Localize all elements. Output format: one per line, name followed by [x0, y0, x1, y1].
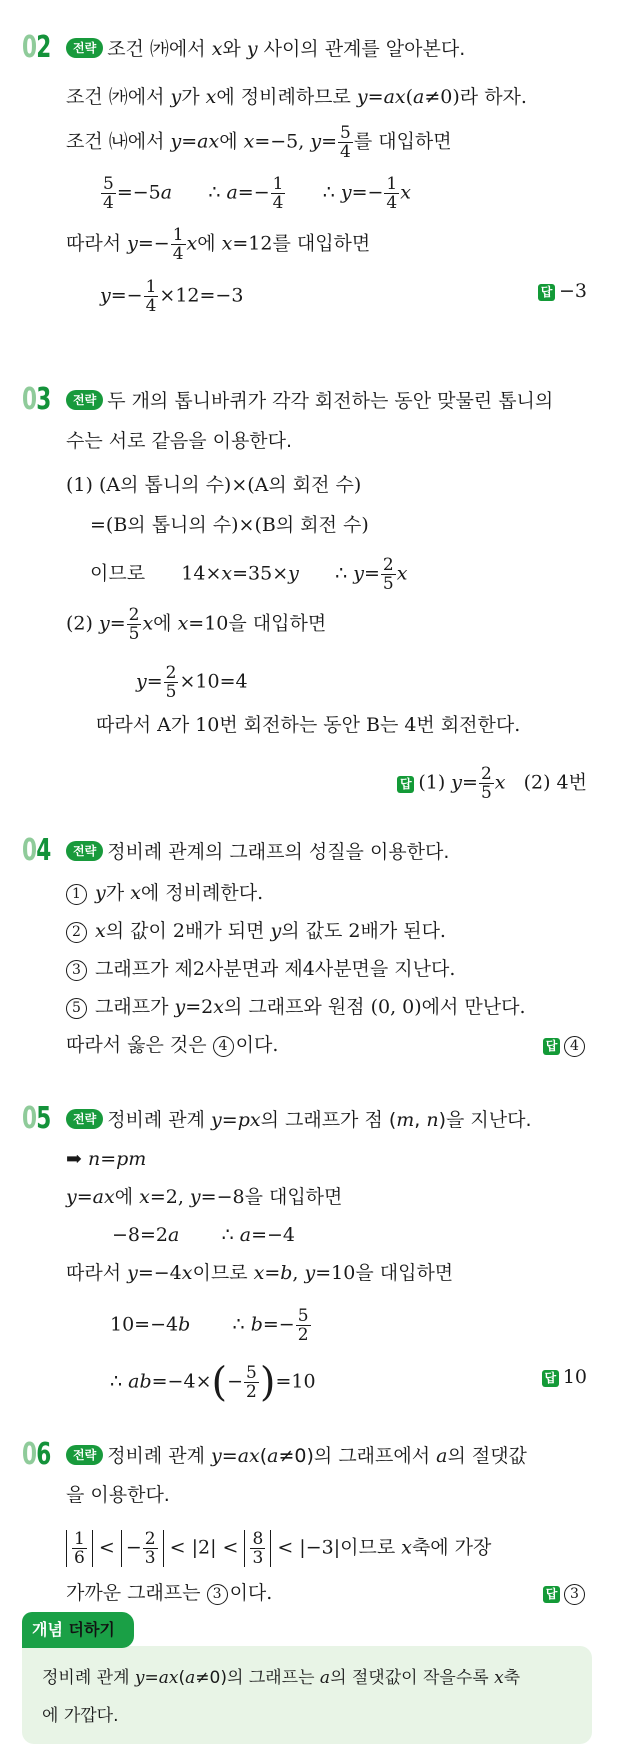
concept-text-cont: 에 가깝다. [42, 1706, 119, 1726]
answer-05: 답 10 [542, 1364, 587, 1390]
solution-line: y= $\frac{2}{5}$ ×10=4 [136, 663, 248, 702]
concept-box [22, 1646, 592, 1744]
solution-line: 조건 ㈎에서 y가 x에 정비례하므로 y=ax(a≠0)라 하자. [66, 86, 527, 108]
solution-line: 따라서 y=−4x이므로 x=b, y=10을 대입하면 [66, 1262, 454, 1284]
strategy-tag: 전략 [66, 1445, 103, 1465]
problem-number-04: 04 [22, 833, 51, 868]
answer-icon: 답 [543, 1586, 560, 1603]
solution-line: 3 그래프가 제2사분면과 제4사분면을 지난다. [66, 956, 455, 982]
answer-icon: 답 [542, 1370, 559, 1387]
solution-line: ∴ ab=−4×(− $\frac{5}{2}$ )=10 [110, 1359, 316, 1406]
answer-06: 답 3 [543, 1580, 587, 1606]
strategy-06: 전략 정비례 관계 y=ax(a≠0)의 그래프에서 a의 절댓값 [66, 1443, 527, 1469]
solution-line: (2) y= $\frac{2}{5}$ x에 x=10을 대입하면 [66, 605, 327, 644]
solution-line: −8=2a ∴ a=−4 [112, 1224, 296, 1246]
strategy-06-cont: 을 이용한다. [66, 1484, 170, 1506]
solution-line: 조건 ㈏에서 y=ax에 x=−5, y= $\frac{5}{4}$ 를 대입하면 [66, 123, 452, 162]
solution-line: y=ax에 x=2, y=−8을 대입하면 [66, 1186, 343, 1208]
strategy-05: 전략 정비례 관계 y=px의 그래프가 점 (m, n)을 지난다. [66, 1107, 532, 1133]
strategy-tag: 전략 [66, 38, 103, 58]
solution-line: 2 x의 값이 2배가 되면 y의 값도 2배가 된다. [66, 918, 446, 944]
problem-number-05: 05 [22, 1101, 51, 1136]
solution-line: =(B의 톱니의 수)×(B의 회전 수) [90, 514, 369, 536]
strategy-04: 전략 정비례 관계의 그래프의 성질을 이용한다. [66, 839, 449, 865]
problem-number-06: 06 [22, 1437, 51, 1472]
solution-line: $\frac{1}{6}$ < − $\frac{2}{3}$ < |2| < $\frac{8}{3}$ < |−3|이므로 x축에 가장 [66, 1530, 491, 1567]
strategy-tag: 전략 [66, 841, 103, 861]
concept-text: 정비례 관계 y=ax(a≠0)의 그래프는 a의 절댓값이 작을수록 x축 [42, 1668, 521, 1688]
strategy-tag: 전략 [66, 1109, 103, 1129]
solution-line: 따라서 옳은 것은 4 이다. [66, 1034, 279, 1056]
strategy-03: 전략 두 개의 톱니바퀴가 각각 회전하는 동안 맞물린 톱니의 [66, 388, 553, 414]
solution-line: $\frac{5}{4}$ =−5a ∴ a=− $\frac{1}{4}$ ∴ y=− $\frac{1}{4}$ x [103, 174, 411, 213]
solution-line: 이므로 14×x=35×y ∴ y= $\frac{2}{5}$ x [90, 555, 408, 594]
answer-icon: 답 [397, 776, 414, 793]
answer-04: 답 4 [543, 1032, 587, 1058]
answer-03: 답 (1) y= $\frac{2}{5}$ x (2) 4번 [397, 765, 587, 802]
strategy-02: 전략 조건 ㈎에서 x와 y 사이의 관계를 알아본다. [66, 36, 465, 62]
solution-line: 가까운 그래프는 3 이다. [66, 1582, 273, 1604]
solution-line: y=− $\frac{1}{4}$ ×12=−3 [100, 277, 244, 316]
solution-line: 1 y가 x에 정비례한다. [66, 880, 263, 906]
answer-icon: 답 [538, 284, 555, 301]
strategy-tag: 전략 [66, 390, 103, 410]
problem-number-02: 02 [22, 30, 51, 65]
answer-02: 답 −3 [538, 278, 587, 304]
solution-line: (1) (A의 톱니의 수)×(A의 회전 수) [66, 474, 362, 496]
solution-line: 따라서 A가 10번 회전하는 동안 B는 4번 회전한다. [96, 714, 521, 736]
solution-line: 따라서 y=− $\frac{1}{4}$ x에 x=12를 대입하면 [66, 225, 371, 264]
problem-number-03: 03 [22, 382, 51, 417]
answer-icon: 답 [543, 1038, 560, 1055]
concept-box-tab: 개념 더하기 [22, 1612, 134, 1648]
solution-line: 10=−4b ∴ b=− $\frac{5}{2}$ [110, 1306, 309, 1345]
solution-line: ➡ n=pm [66, 1148, 147, 1170]
strategy-03-cont: 수는 서로 같음을 이용한다. [66, 430, 293, 452]
solution-line: 5 그래프가 y=2x의 그래프와 원점 (0, 0)에서 만난다. [66, 994, 526, 1020]
